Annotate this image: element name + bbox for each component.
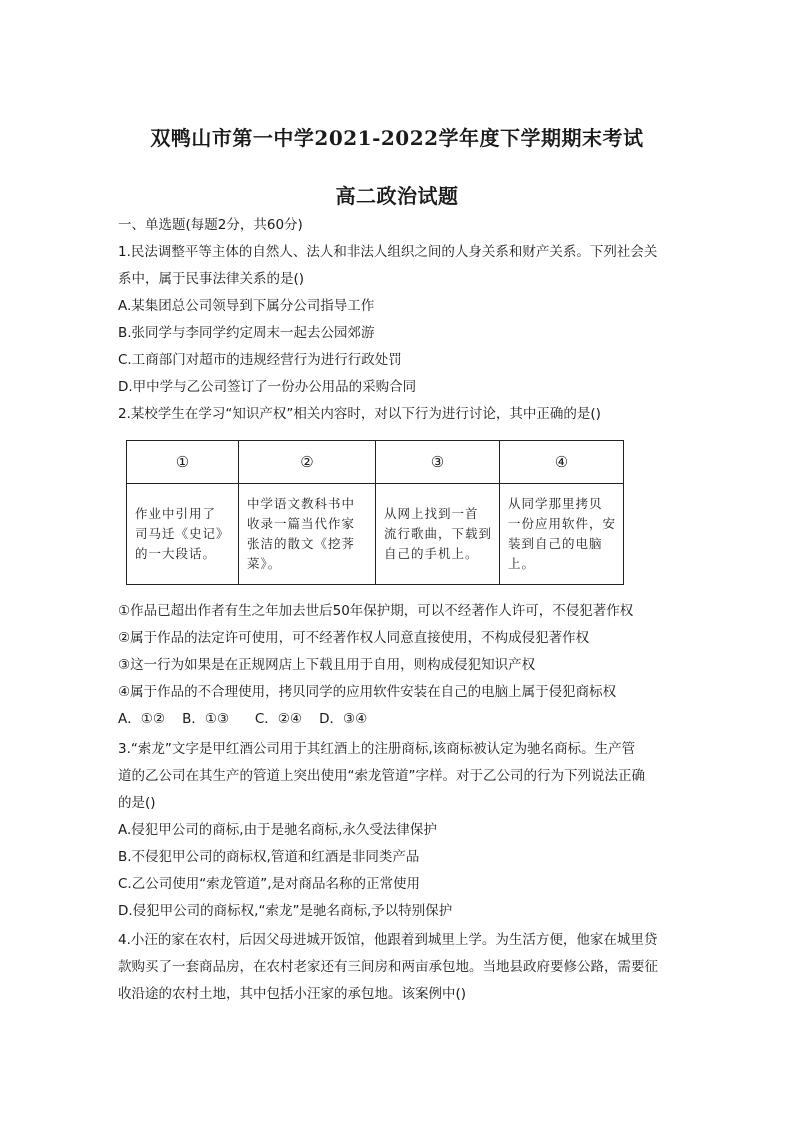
q2-statement-2: ②属于作品的法定许可使用，可不经著作权人同意直接使用，不构成侵犯著作权 [118,630,590,646]
table-header-2: ② [239,441,376,484]
cell-text-line: 从同学那里拷贝 [508,496,603,511]
exam-subtitle: 高二政治试题 [335,184,459,208]
cell-text-line: 装到自己的电脑 [508,536,603,551]
cell-text-line: 上。 [508,556,536,571]
cell-text-line: 流行歌曲，下载到 [384,526,493,541]
q2-option-b: B．①③ [182,711,230,727]
table-header-3: ③ [376,441,500,484]
q2-statement-3: ③这一行为如果是在正规网店上下载且用于自用，则构成侵犯知识产权 [118,657,536,673]
cell-text-line: 菜》。 [247,556,282,571]
q3-stem-line-3: 的是() [118,795,156,811]
q4-stem-line-1: 4.小汪的家在农村，后因父母进城开饭馆，他跟着到城里上学。为生活方便，他家在城里贷 [118,932,658,948]
q3-option-a: A.侵犯甲公司的商标,由于是驰名商标,永久受法律保护 [118,822,437,838]
q2-answer-options [118,709,367,729]
cell-text-line: 的一大段话。 [135,546,217,561]
q3-stem-line-2: 道的乙公司在其生产的管道上突出使用“索龙管道”字样。对于乙公司的行为下列说法正确 [118,768,645,784]
section-heading: 一、单选题(每题2分，共60分) [118,217,303,233]
q1-option-d: D.甲中学与乙公司签订了一份办公用品的采购合同 [118,379,417,395]
table-cell-4 [500,484,624,585]
q2-behavior-table [126,440,624,585]
q3-option-b: B.不侵犯甲公司的商标权,管道和红酒是非同类产品 [118,849,420,865]
cell-text-line: 收录一篇当代作家 [247,516,356,531]
q3-option-d: D.侵犯甲公司的商标权,“索龙”是驰名商标,予以特别保护 [118,903,453,919]
q2-option-c: C．②④ [254,711,302,727]
table-cell-3 [376,484,500,585]
q2-statement-4: ④属于作品的不合理使用，拷贝同学的应用软件安装在自己的电脑上属于侵犯商标权 [118,684,617,700]
q4-stem-line-3: 收沿途的农村土地，其中包括小汪家的承包地。该案例中() [118,986,467,1002]
q3-option-c: C.乙公司使用“索龙管道”,是对商品名称的正常使用 [118,876,420,892]
table-header-row [127,441,624,484]
q2-stem: 2.某校学生在学习“知识产权”相关内容时，对以下行为进行讨论，其中正确的是() [118,406,601,422]
table-cell-1 [127,484,239,585]
cell-text-line: 作业中引用了 [135,506,217,521]
q4-stem-line-2: 款购买了一套商品房，在农村老家还有三间房和两亩承包地。当地县政府要修公路，需要征 [118,959,658,975]
cell-text-line: 张洁的散文《挖荠 [247,536,356,551]
q2-statement-1: ①作品已超出作者有生之年加去世后50年保护期，可以不经著作人许可，不侵犯著作权 [118,603,634,619]
exam-title: 双鸭山市第一中学2021-2022学年度下学期期末考试 [150,126,644,150]
table-content-row [127,484,624,585]
q1-stem-line-2: 系中，属于民事法律关系的是() [118,271,305,287]
cell-text-line: 从网上找到一首 [384,506,479,521]
q1-option-c: C.工商部门对超市的违规经营行为进行行政处罚 [118,352,402,368]
q1-option-b: B.张同学与李同学约定周末一起去公园郊游 [118,325,375,341]
cell-text-line: 一份应用软件，安 [508,516,617,531]
q2-option-d: D．③④ [319,711,368,727]
cell-text-line: 司马迁《史记》 [135,526,230,541]
table-cell-2 [239,484,376,585]
q2-option-a: A．①② [118,711,165,727]
q1-stem-line-1: 1.民法调整平等主体的自然人、法人和非法人组织之间的人身关系和财产关系。下列社会关 [118,244,658,260]
table-header-1: ① [127,441,239,484]
q1-option-a: A.某集团总公司领导到下属分公司指导工作 [118,298,375,314]
cell-text-line: 中学语文教科书中 [247,496,356,511]
table-header-4: ④ [500,441,624,484]
q3-stem-line-1: 3.“索龙”文字是甲红酒公司用于其红酒上的注册商标,该商标被认定为驰名商标。生产管 [118,741,636,757]
cell-text-line: 自己的手机上。 [384,546,479,561]
